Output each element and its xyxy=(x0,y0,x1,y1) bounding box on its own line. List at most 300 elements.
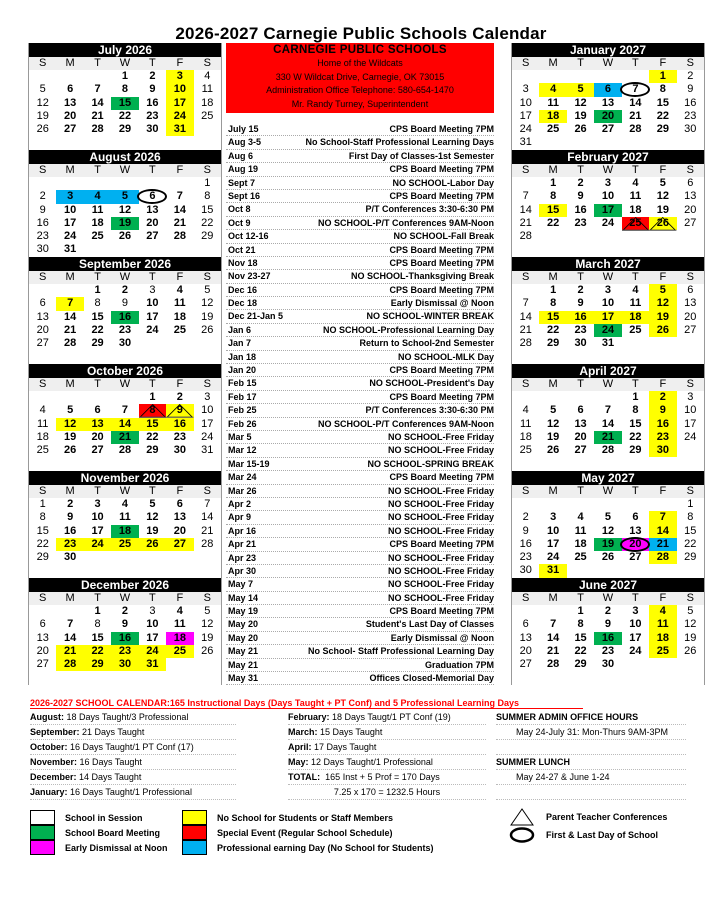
day-cell xyxy=(622,311,649,324)
event-row xyxy=(226,458,494,471)
day-cell xyxy=(56,418,83,431)
day-cell xyxy=(512,645,539,658)
event-date: July 15 xyxy=(228,124,259,134)
day-cell xyxy=(84,311,111,324)
day-grid xyxy=(29,498,221,564)
day-number: 22 xyxy=(547,323,560,336)
day-cell xyxy=(139,204,166,217)
day-cell xyxy=(567,444,594,457)
day-cell xyxy=(622,418,649,431)
day-number: 3 xyxy=(687,391,694,403)
month-calendar xyxy=(512,150,704,257)
weekday-label: M xyxy=(548,485,558,497)
event-description: NO SCHOOL-Free Friday xyxy=(387,579,494,590)
day-cell xyxy=(84,217,111,230)
day-cell xyxy=(512,311,539,324)
weekday-label: M xyxy=(548,271,558,283)
day-cell xyxy=(84,230,111,243)
event-row xyxy=(226,230,494,243)
day-number: 29 xyxy=(574,658,587,671)
summary-row xyxy=(30,770,236,785)
day-cell xyxy=(677,391,704,404)
day-number: 6 xyxy=(176,498,183,510)
day-number: 7 xyxy=(67,618,74,631)
day-cell xyxy=(594,204,621,217)
day-cell xyxy=(111,605,138,618)
day-number: 3 xyxy=(604,284,612,296)
day-number: 6 xyxy=(577,404,584,417)
day-cell xyxy=(594,123,621,136)
empty-cell xyxy=(56,177,83,190)
day-number: 4 xyxy=(176,284,183,296)
event-description: NO SCHOOL-Free Friday xyxy=(387,431,494,442)
day-number: 20 xyxy=(36,644,49,657)
event-date: Apr 21 xyxy=(228,539,257,550)
day-number: 17 xyxy=(146,631,159,644)
day-cell xyxy=(677,204,704,217)
summary-heading: 2026-2027 SCHOOL CALENDAR:165 Instructional Days (Days Taught + PT Conf) and 5 Professional Learning Days xyxy=(30,698,583,709)
day-cell xyxy=(594,645,621,658)
day-number: 25 xyxy=(629,216,642,229)
day-cell xyxy=(649,404,676,417)
day-cell xyxy=(194,97,221,110)
day-cell xyxy=(539,618,566,631)
day-number: 30 xyxy=(684,123,697,136)
day-cell xyxy=(594,190,621,203)
day-cell xyxy=(56,431,83,444)
day-cell xyxy=(111,658,138,671)
day-cell xyxy=(594,605,621,618)
oval-icon xyxy=(620,82,650,97)
empty-cell xyxy=(56,284,83,297)
oval-icon xyxy=(508,826,536,844)
event-description: NO SCHOOL-Free Friday xyxy=(387,525,494,536)
weekday-label: T xyxy=(632,485,639,497)
weekday-label: S xyxy=(686,57,694,69)
day-cell xyxy=(29,498,56,511)
event-description: NO SCHOOL-Free Friday xyxy=(387,552,494,563)
day-number: 15 xyxy=(146,417,159,430)
day-number: 15 xyxy=(547,203,560,216)
school-phone: Administration Office Telephone: 580-654-1470 xyxy=(266,85,454,95)
day-number: 27 xyxy=(36,337,49,350)
day-cell xyxy=(512,136,539,149)
day-cell xyxy=(539,204,566,217)
weekday-label: F xyxy=(659,57,667,69)
day-number: 19 xyxy=(684,631,697,644)
day-number: 16 xyxy=(146,96,159,109)
day-number: 1 xyxy=(39,498,46,510)
day-cell xyxy=(139,110,166,123)
day-number: 7 xyxy=(550,618,557,631)
weekday-label: S xyxy=(686,592,694,604)
day-number: 28 xyxy=(519,337,532,350)
month-title: March 2027 xyxy=(512,257,704,271)
day-cell xyxy=(56,190,83,203)
day-number: 2 xyxy=(577,177,584,189)
day-number: 1 xyxy=(121,70,129,82)
day-cell xyxy=(84,444,111,457)
weekday-label: T xyxy=(149,485,156,497)
day-grid xyxy=(29,391,221,457)
day-cell xyxy=(567,123,594,136)
day-number: 9 xyxy=(687,83,694,96)
day-cell xyxy=(567,324,594,337)
day-cell xyxy=(56,538,83,551)
day-number: 30 xyxy=(146,123,159,136)
event-row xyxy=(226,418,494,431)
event-row xyxy=(226,217,494,230)
event-description: NO SCHOOL-Thanksgiving Break xyxy=(350,271,494,282)
day-number: 13 xyxy=(684,297,697,310)
day-number: 27 xyxy=(146,230,159,243)
day-number: 4 xyxy=(632,284,639,296)
day-number: 18 xyxy=(118,524,132,537)
day-number: 30 xyxy=(118,337,132,350)
day-number: 11 xyxy=(201,83,213,96)
day-cell xyxy=(677,538,704,551)
day-number: 21 xyxy=(64,323,77,336)
day-cell xyxy=(139,324,166,337)
weekday-label: M xyxy=(65,592,75,604)
day-cell xyxy=(649,177,676,190)
day-cell xyxy=(512,83,539,96)
day-cell xyxy=(677,645,704,658)
event-row xyxy=(226,404,494,417)
event-date: Mar 5 xyxy=(228,431,252,442)
day-cell xyxy=(194,83,221,96)
day-number: 8 xyxy=(550,190,557,203)
weekday-label: S xyxy=(522,378,530,390)
day-cell xyxy=(594,97,621,110)
day-cell xyxy=(84,498,111,511)
day-cell xyxy=(56,645,83,658)
day-number: 3 xyxy=(149,605,156,617)
day-cell xyxy=(194,204,221,217)
day-cell xyxy=(622,605,649,618)
day-number: 31 xyxy=(547,564,560,577)
day-number: 12 xyxy=(64,417,77,430)
day-number: 27 xyxy=(574,444,587,457)
event-date: May 31 xyxy=(228,673,259,684)
day-number: 3 xyxy=(604,177,612,189)
event-row xyxy=(226,364,494,377)
day-number: 26 xyxy=(656,323,669,336)
oval-icon xyxy=(620,537,650,552)
weekday-label: F xyxy=(659,271,667,283)
day-number: 31 xyxy=(173,123,186,136)
day-number: 18 xyxy=(547,109,560,122)
weekday-label: M xyxy=(548,164,558,176)
day-number: 28 xyxy=(173,230,186,243)
weekday-label: W xyxy=(119,485,131,497)
day-cell xyxy=(84,190,111,203)
day-number: 13 xyxy=(173,511,186,524)
weekday-label: F xyxy=(176,57,184,69)
school-banner xyxy=(226,43,494,113)
day-cell xyxy=(567,190,594,203)
month-title: December 2026 xyxy=(29,578,221,592)
event-description: CPS Board Meeting 7PM xyxy=(389,190,494,201)
day-number: 16 xyxy=(64,524,77,537)
day-number: 8 xyxy=(94,297,101,310)
day-cell xyxy=(29,632,56,645)
day-number: 10 xyxy=(684,404,697,417)
event-date: Feb 26 xyxy=(228,418,257,429)
day-number: 29 xyxy=(684,551,697,564)
day-number: 27 xyxy=(629,551,642,564)
day-cell xyxy=(194,418,221,431)
empty-cell xyxy=(567,498,594,511)
weekday-label: T xyxy=(632,592,639,604)
day-number: 13 xyxy=(91,417,104,430)
event-description: NO SCHOOL-Labor Day xyxy=(392,177,494,188)
weekday-label: T xyxy=(632,271,639,283)
legend-label: Early Dismissal at Noon xyxy=(65,842,168,853)
weekday-label: S xyxy=(39,485,47,497)
day-number: 26 xyxy=(684,644,697,657)
summary-label: September: xyxy=(30,727,80,737)
event-description: NO SCHOOL-Free Friday xyxy=(387,498,494,509)
day-cell xyxy=(111,190,138,203)
day-number: 29 xyxy=(146,444,159,457)
day-number: 15 xyxy=(201,203,214,216)
day-number: 8 xyxy=(94,618,101,631)
day-cell xyxy=(166,204,193,217)
day-cell xyxy=(166,297,193,310)
empty-cell xyxy=(139,177,166,190)
day-number: 21 xyxy=(519,216,532,229)
day-cell xyxy=(29,230,56,243)
day-cell xyxy=(139,525,166,538)
event-row xyxy=(226,190,494,203)
day-number: 3 xyxy=(67,190,74,203)
empty-cell xyxy=(649,498,676,511)
day-cell xyxy=(677,404,704,417)
day-number: 6 xyxy=(149,190,156,203)
day-number: 14 xyxy=(547,631,560,644)
weekday-label: S xyxy=(39,271,47,283)
day-number: 18 xyxy=(629,203,642,216)
day-cell xyxy=(512,297,539,310)
day-cell xyxy=(139,70,166,83)
day-cell xyxy=(139,418,166,431)
day-cell xyxy=(84,324,111,337)
day-number: 5 xyxy=(550,404,557,417)
weekday-label: S xyxy=(203,271,211,283)
legend-firstlast xyxy=(508,826,667,844)
day-cell xyxy=(539,551,566,564)
day-grid xyxy=(29,70,221,136)
day-number: 14 xyxy=(173,203,186,216)
day-cell xyxy=(84,337,111,350)
day-cell xyxy=(594,418,621,431)
day-cell xyxy=(29,243,56,256)
day-cell xyxy=(649,632,676,645)
day-cell xyxy=(29,83,56,96)
school-motto: Home of the Wildcats xyxy=(317,58,403,68)
day-cell xyxy=(622,551,649,564)
weekday-label: S xyxy=(203,57,211,69)
day-number: 13 xyxy=(64,96,77,109)
day-number: 13 xyxy=(574,417,587,430)
day-number: 19 xyxy=(201,310,214,323)
day-cell xyxy=(56,658,83,671)
weekday-label: S xyxy=(522,164,530,176)
day-cell xyxy=(166,418,193,431)
day-number: 20 xyxy=(173,524,186,537)
day-cell xyxy=(194,645,221,658)
day-cell xyxy=(567,97,594,110)
day-number: 21 xyxy=(547,644,560,657)
day-number: 7 xyxy=(604,404,612,417)
day-number: 19 xyxy=(601,537,615,550)
day-cell xyxy=(677,498,704,511)
day-cell xyxy=(594,618,621,631)
empty-cell xyxy=(539,498,566,511)
event-date: May 20 xyxy=(228,619,259,630)
day-number: 28 xyxy=(601,444,615,457)
day-number: 3 xyxy=(94,498,101,510)
day-cell xyxy=(111,83,138,96)
event-date: Apr 30 xyxy=(228,565,257,576)
day-cell xyxy=(194,391,221,404)
day-cell xyxy=(29,551,56,564)
day-cell xyxy=(194,230,221,243)
weekday-label: T xyxy=(94,485,101,497)
empty-cell xyxy=(56,70,83,83)
summary-row xyxy=(30,710,236,725)
summary-value: 15 Days Taught xyxy=(317,727,383,737)
day-cell xyxy=(649,110,676,123)
summary-label: January: xyxy=(30,787,68,797)
day-cell xyxy=(567,297,594,310)
event-date: May 21 xyxy=(228,646,259,657)
day-cell xyxy=(194,632,221,645)
day-number: 6 xyxy=(522,618,529,631)
summary-row xyxy=(288,755,486,770)
event-row xyxy=(226,444,494,457)
day-number: 13 xyxy=(36,310,49,323)
day-cell xyxy=(194,511,221,524)
day-number: 15 xyxy=(574,631,587,644)
day-number: 10 xyxy=(519,96,532,109)
event-description: Early Dismissal @ Noon xyxy=(390,632,494,643)
summary-row xyxy=(288,770,486,785)
day-cell xyxy=(594,177,621,190)
day-number: 17 xyxy=(519,109,532,122)
weekday-label: T xyxy=(94,57,101,69)
day-grid xyxy=(512,605,704,671)
day-cell xyxy=(622,645,649,658)
day-number: 28 xyxy=(201,537,214,550)
event-row xyxy=(226,377,494,390)
yellow-swatch-icon xyxy=(182,810,207,825)
day-number: 17 xyxy=(64,216,77,229)
event-row xyxy=(226,244,494,257)
day-cell xyxy=(56,110,83,123)
event-date: Dec 18 xyxy=(228,298,258,309)
day-cell xyxy=(84,605,111,618)
day-number: 23 xyxy=(519,551,532,564)
day-number: 27 xyxy=(173,537,186,550)
day-number: 11 xyxy=(547,96,559,109)
day-number: 14 xyxy=(629,96,642,109)
day-number: 24 xyxy=(91,537,104,550)
day-number: 1 xyxy=(149,391,156,403)
day-number: 1 xyxy=(94,605,101,617)
day-number: 16 xyxy=(118,631,132,644)
weekday-label: M xyxy=(65,378,75,390)
day-number: 8 xyxy=(121,83,129,96)
day-number: 7 xyxy=(121,404,129,417)
day-cell xyxy=(512,538,539,551)
day-cell xyxy=(677,632,704,645)
day-number: 8 xyxy=(632,404,639,417)
day-cell xyxy=(139,605,166,618)
day-number: 18 xyxy=(173,310,186,323)
day-cell xyxy=(139,618,166,631)
day-cell xyxy=(677,190,704,203)
empty-cell xyxy=(512,605,539,618)
day-number: 21 xyxy=(656,537,669,550)
day-number: 24 xyxy=(601,323,615,336)
day-cell xyxy=(166,391,193,404)
day-number: 11 xyxy=(657,618,669,631)
day-number: 15 xyxy=(36,524,49,537)
day-cell xyxy=(649,511,676,524)
day-number: 22 xyxy=(574,644,587,657)
day-cell xyxy=(567,632,594,645)
day-number: 31 xyxy=(519,136,532,149)
day-number: 5 xyxy=(687,605,694,617)
weekday-label: T xyxy=(577,57,584,69)
day-cell xyxy=(166,605,193,618)
day-number: 30 xyxy=(118,658,132,671)
day-number: 23 xyxy=(118,644,132,657)
day-number: 25 xyxy=(519,444,532,457)
empty-cell xyxy=(539,391,566,404)
day-cell xyxy=(166,538,193,551)
weekday-header xyxy=(512,378,704,391)
day-cell xyxy=(139,297,166,310)
day-cell xyxy=(56,324,83,337)
legend-label: No School for Students or Staff Members xyxy=(217,812,394,823)
day-number: 29 xyxy=(656,123,669,136)
day-number: 20 xyxy=(684,310,697,323)
event-row xyxy=(226,498,494,511)
legend-early xyxy=(30,840,168,855)
summary-label: TOTAL: xyxy=(288,772,321,782)
day-cell xyxy=(84,511,111,524)
month-calendar xyxy=(29,578,221,685)
empty-cell xyxy=(29,284,56,297)
event-date: Mar 12 xyxy=(228,445,257,456)
triangle-icon xyxy=(508,808,536,826)
summary-label: March: xyxy=(288,727,318,737)
event-row xyxy=(226,565,494,578)
day-cell xyxy=(677,418,704,431)
day-cell xyxy=(194,431,221,444)
day-cell xyxy=(512,564,539,577)
day-cell xyxy=(194,177,221,190)
empty-cell xyxy=(567,70,594,83)
day-cell xyxy=(512,658,539,671)
weekday-label: F xyxy=(176,592,184,604)
summary-row xyxy=(288,725,486,740)
day-number: 25 xyxy=(629,323,642,336)
day-cell xyxy=(677,297,704,310)
